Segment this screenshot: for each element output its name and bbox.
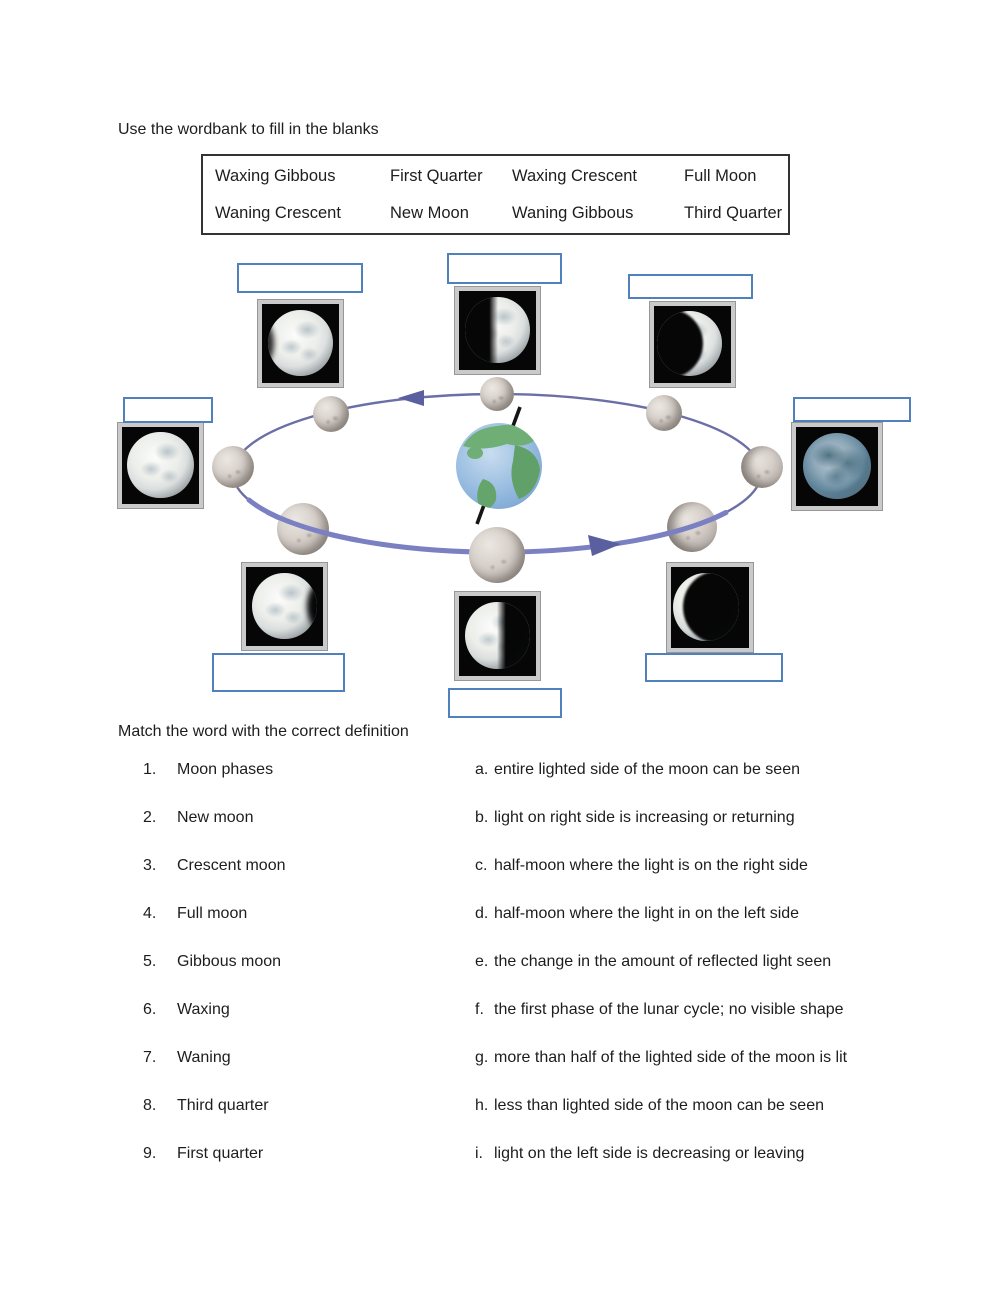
match-definition[interactable]: half-moon where the light is on the right side <box>494 857 808 874</box>
match-section <box>0 760 1000 1192</box>
match-row <box>0 904 1000 952</box>
match-definition[interactable]: the change in the amount of reflected light seen <box>494 953 832 970</box>
match-row <box>0 856 1000 904</box>
match-number: 6. <box>143 1001 157 1018</box>
match-letter: b. <box>475 809 489 826</box>
match-word[interactable]: Waxing <box>177 1001 230 1018</box>
wordbank-word: Waxing Crescent <box>512 167 638 185</box>
match-number: 5. <box>143 953 157 970</box>
moon-photo-waxing-gibbous <box>258 300 343 387</box>
answer-input-top-left[interactable] <box>237 263 363 293</box>
earth-continents <box>463 425 540 509</box>
match-instruction: Match the word with the correct definition <box>118 723 409 740</box>
match-row <box>0 1096 1000 1144</box>
match-number: 4. <box>143 905 157 922</box>
match-letter: i. <box>475 1145 483 1162</box>
match-word[interactable]: First quarter <box>177 1145 264 1162</box>
match-word[interactable]: Crescent moon <box>177 857 286 874</box>
wordbank-box <box>201 154 790 235</box>
orbit-moon-small <box>469 527 525 583</box>
match-number: 8. <box>143 1097 157 1114</box>
match-letter: e. <box>475 953 489 970</box>
orbit-moon-small <box>741 446 783 488</box>
orbit-moon-small <box>313 396 349 432</box>
earth-globe <box>445 400 555 530</box>
match-number: 7. <box>143 1049 157 1066</box>
match-definition[interactable]: entire lighted side of the moon can be seen <box>494 761 800 778</box>
match-number: 3. <box>143 857 157 874</box>
match-definition[interactable]: light on the left side is decreasing or leaving <box>494 1145 805 1162</box>
match-number: 2. <box>143 809 157 826</box>
moon-disc <box>465 602 530 669</box>
match-word[interactable]: Waning <box>177 1049 231 1066</box>
moon-disc <box>657 311 722 376</box>
moon-photo-first-quarter <box>455 287 540 374</box>
moon-disc <box>803 433 872 499</box>
orbit-moon-small <box>212 446 254 488</box>
match-definition[interactable]: light on right side is increasing or returning <box>494 809 795 826</box>
match-word[interactable]: Full moon <box>177 905 248 922</box>
answer-input-left[interactable] <box>123 397 213 423</box>
answer-input-bottom-middle[interactable] <box>448 688 562 718</box>
match-row <box>0 952 1000 1000</box>
match-word[interactable]: New moon <box>177 809 254 826</box>
answer-input-top-middle[interactable] <box>447 253 562 284</box>
match-word[interactable]: Moon phases <box>177 761 274 778</box>
answer-input-bottom-left[interactable] <box>212 653 345 692</box>
orbit-arrow-left-icon <box>398 390 424 406</box>
match-row <box>0 1048 1000 1096</box>
match-definition[interactable]: more than half of the lighted side of the moon is lit <box>494 1049 848 1066</box>
moon-photo-third-quarter <box>455 592 540 680</box>
match-letter: h. <box>475 1097 489 1114</box>
match-number: 1. <box>143 761 157 778</box>
match-row <box>0 760 1000 808</box>
orbit-moon-small <box>646 395 682 431</box>
moon-disc <box>252 573 317 639</box>
moon-photo-new-moon <box>792 423 882 510</box>
match-letter: a. <box>475 761 489 778</box>
match-row <box>0 1144 1000 1192</box>
match-letter: c. <box>475 857 488 874</box>
orbit-moon-small <box>277 503 329 555</box>
match-definition[interactable]: half-moon where the light in on the left side <box>494 905 800 922</box>
wordbank-word: Waxing Gibbous <box>215 167 336 185</box>
moon-disc <box>673 573 739 641</box>
orbit-moon-small <box>480 377 514 411</box>
match-letter: f. <box>475 1001 484 1018</box>
match-definition[interactable]: less than lighted side of the moon can be seen <box>494 1097 824 1114</box>
moon-photo-waxing-crescent <box>650 302 735 387</box>
moon-photo-waning-gibbous <box>242 563 327 650</box>
match-row <box>0 808 1000 856</box>
match-letter: d. <box>475 905 489 922</box>
wordbank-word: Waning Crescent <box>215 204 341 222</box>
moon-photo-waning-crescent <box>667 563 753 652</box>
moon-disc <box>127 432 193 498</box>
earth-ocean <box>456 423 542 509</box>
answer-input-right[interactable] <box>793 397 911 422</box>
answer-input-top-right[interactable] <box>628 274 753 299</box>
moon-disc <box>268 310 333 376</box>
match-word[interactable]: Gibbous moon <box>177 953 282 970</box>
orbit-moon-small <box>667 502 717 552</box>
moon-disc <box>465 297 530 363</box>
orbit-arrow-right-icon <box>588 535 621 556</box>
wordbank-instruction: Use the wordbank to fill in the blanks <box>118 121 379 138</box>
match-letter: g. <box>475 1049 489 1066</box>
match-word[interactable]: Third quarter <box>177 1097 269 1114</box>
earth-axis-line <box>477 407 520 524</box>
answer-input-bottom-right[interactable] <box>645 653 783 682</box>
match-number: 9. <box>143 1145 157 1162</box>
wordbank-word: Waning Gibbous <box>512 204 634 222</box>
wordbank-word: New Moon <box>390 204 469 222</box>
wordbank-word: Full Moon <box>684 167 757 185</box>
match-row <box>0 1000 1000 1048</box>
match-definition[interactable]: the first phase of the lunar cycle; no visible shape <box>494 1001 844 1018</box>
wordbank-word: First Quarter <box>390 167 483 185</box>
wordbank-word: Third Quarter <box>684 204 783 222</box>
moon-photo-full-moon <box>118 423 203 508</box>
